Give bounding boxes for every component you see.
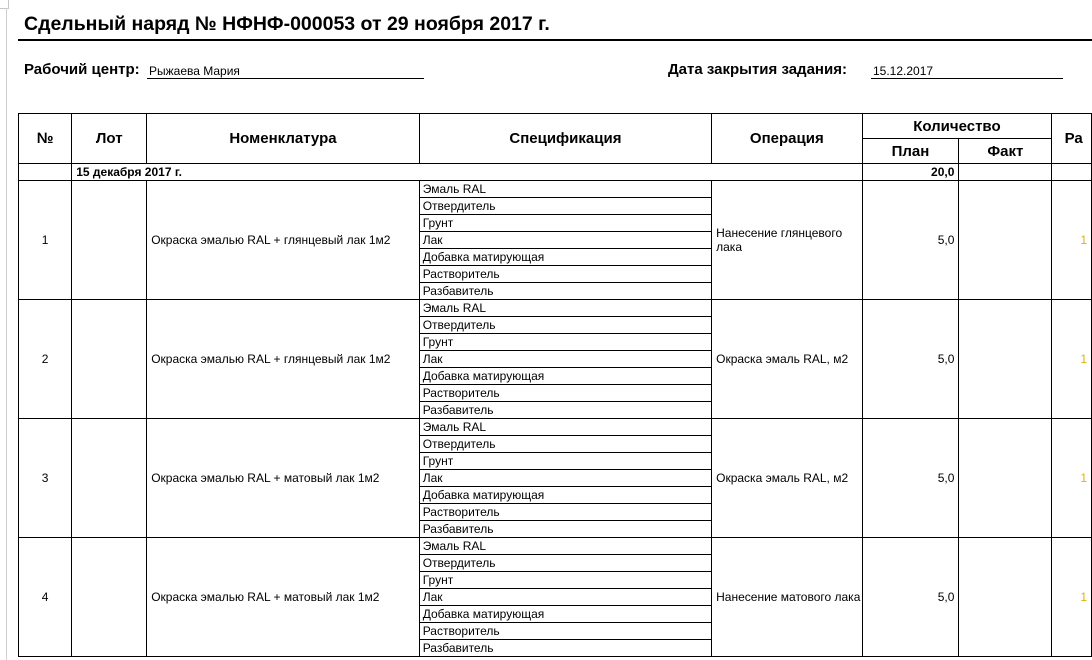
row-plan: 5,0	[862, 538, 959, 657]
header-num: №	[19, 114, 72, 164]
table-row	[19, 181, 1092, 300]
spec-item: Отвердитель	[420, 198, 711, 215]
row-num: 1	[19, 181, 72, 300]
row-operation: Нанесение глянцевого лака	[712, 181, 862, 300]
header-extra: Ра	[1052, 114, 1092, 164]
group-date-row	[19, 164, 1092, 181]
work-center-label: Рабочий центр:	[24, 61, 140, 78]
header-lot: Лот	[72, 114, 147, 164]
page-corner-mark	[0, 0, 9, 9]
group-date-num-cell	[19, 164, 72, 181]
row-lot	[72, 300, 147, 419]
row-fact	[959, 181, 1052, 300]
row-specification	[419, 300, 711, 419]
spec-item: Эмаль RAL	[420, 419, 711, 436]
row-num: 3	[19, 419, 72, 538]
row-fact	[959, 538, 1052, 657]
header-nomenclature: Номенклатура	[147, 114, 419, 164]
spec-item: Добавка матирующая	[420, 606, 711, 623]
row-specification	[419, 181, 711, 300]
spec-item: Разбавитель	[422, 641, 494, 655]
row-extra: 1	[1052, 419, 1092, 538]
group-extra-cell	[1052, 164, 1092, 181]
spec-item: Разбавитель	[422, 403, 494, 417]
header-plan: План	[862, 139, 959, 164]
row-operation: Окраска эмаль RAL, м2	[712, 419, 862, 538]
close-date-label: Дата закрытия задания:	[668, 61, 847, 78]
row-specification	[419, 419, 711, 538]
title-underline	[18, 39, 1092, 41]
spec-item: Отвердитель	[420, 555, 711, 572]
spec-item: Растворитель	[420, 266, 711, 283]
spec-item: Растворитель	[420, 385, 711, 402]
spec-item: Отвердитель	[420, 317, 711, 334]
header-quantity: Количество	[862, 114, 1052, 139]
row-nomenclature: Окраска эмалью RAL + глянцевый лак 1м2	[147, 181, 419, 300]
row-extra: 1	[1052, 300, 1092, 419]
group-fact-total	[959, 164, 1052, 181]
row-extra: 1	[1052, 181, 1092, 300]
spec-item: Добавка матирующая	[420, 249, 711, 266]
row-plan: 5,0	[862, 419, 959, 538]
row-lot	[72, 419, 147, 538]
spec-item: Разбавитель	[422, 522, 494, 536]
spec-item: Растворитель	[420, 623, 711, 640]
spec-item: Растворитель	[420, 504, 711, 521]
table-row	[19, 538, 1092, 657]
header-specification: Спецификация	[419, 114, 711, 164]
row-extra: 1	[1052, 538, 1092, 657]
spec-item: Отвердитель	[420, 436, 711, 453]
spec-item: Грунт	[420, 572, 711, 589]
row-nomenclature: Окраска эмалью RAL + матовый лак 1м2	[147, 419, 419, 538]
row-plan: 5,0	[862, 181, 959, 300]
row-nomenclature: Окраска эмалью RAL + глянцевый лак 1м2	[147, 300, 419, 419]
spec-item: Эмаль RAL	[420, 300, 711, 317]
table-row	[19, 300, 1092, 419]
spec-item: Эмаль RAL	[420, 181, 711, 198]
row-num: 4	[19, 538, 72, 657]
row-lot	[72, 181, 147, 300]
spec-item: Грунт	[420, 215, 711, 232]
group-plan-total: 20,0	[862, 164, 959, 181]
page-left-border	[6, 8, 7, 660]
row-num: 2	[19, 300, 72, 419]
spec-item: Грунт	[420, 453, 711, 470]
spec-item: Добавка матирующая	[420, 368, 711, 385]
close-date-value: 15.12.2017	[871, 64, 1063, 79]
header-operation: Операция	[712, 114, 862, 164]
row-specification	[419, 538, 711, 657]
header-fact: Факт	[959, 139, 1052, 164]
spec-item: Разбавитель	[422, 284, 494, 298]
row-fact	[959, 419, 1052, 538]
row-nomenclature: Окраска эмалью RAL + матовый лак 1м2	[147, 538, 419, 657]
row-fact	[959, 300, 1052, 419]
group-date: 15 декабря 2017 г.	[72, 164, 862, 181]
spec-item: Добавка матирующая	[420, 487, 711, 504]
spec-item: Лак	[420, 470, 711, 487]
spec-item: Лак	[420, 351, 711, 368]
row-operation: Нанесение матового лака	[712, 538, 862, 657]
work-center-value: Рыжаева Мария	[147, 64, 424, 79]
table-row	[19, 419, 1092, 538]
row-operation: Окраска эмаль RAL, м2	[712, 300, 862, 419]
spec-item: Лак	[420, 232, 711, 249]
spec-item: Грунт	[420, 334, 711, 351]
spec-item: Эмаль RAL	[420, 538, 711, 555]
row-lot	[72, 538, 147, 657]
spec-item: Лак	[420, 589, 711, 606]
row-plan: 5,0	[862, 300, 959, 419]
document-title: Сдельный наряд № НФНФ-000053 от 29 ноября 2017 г.	[24, 13, 550, 35]
work-order-table	[18, 113, 1092, 657]
